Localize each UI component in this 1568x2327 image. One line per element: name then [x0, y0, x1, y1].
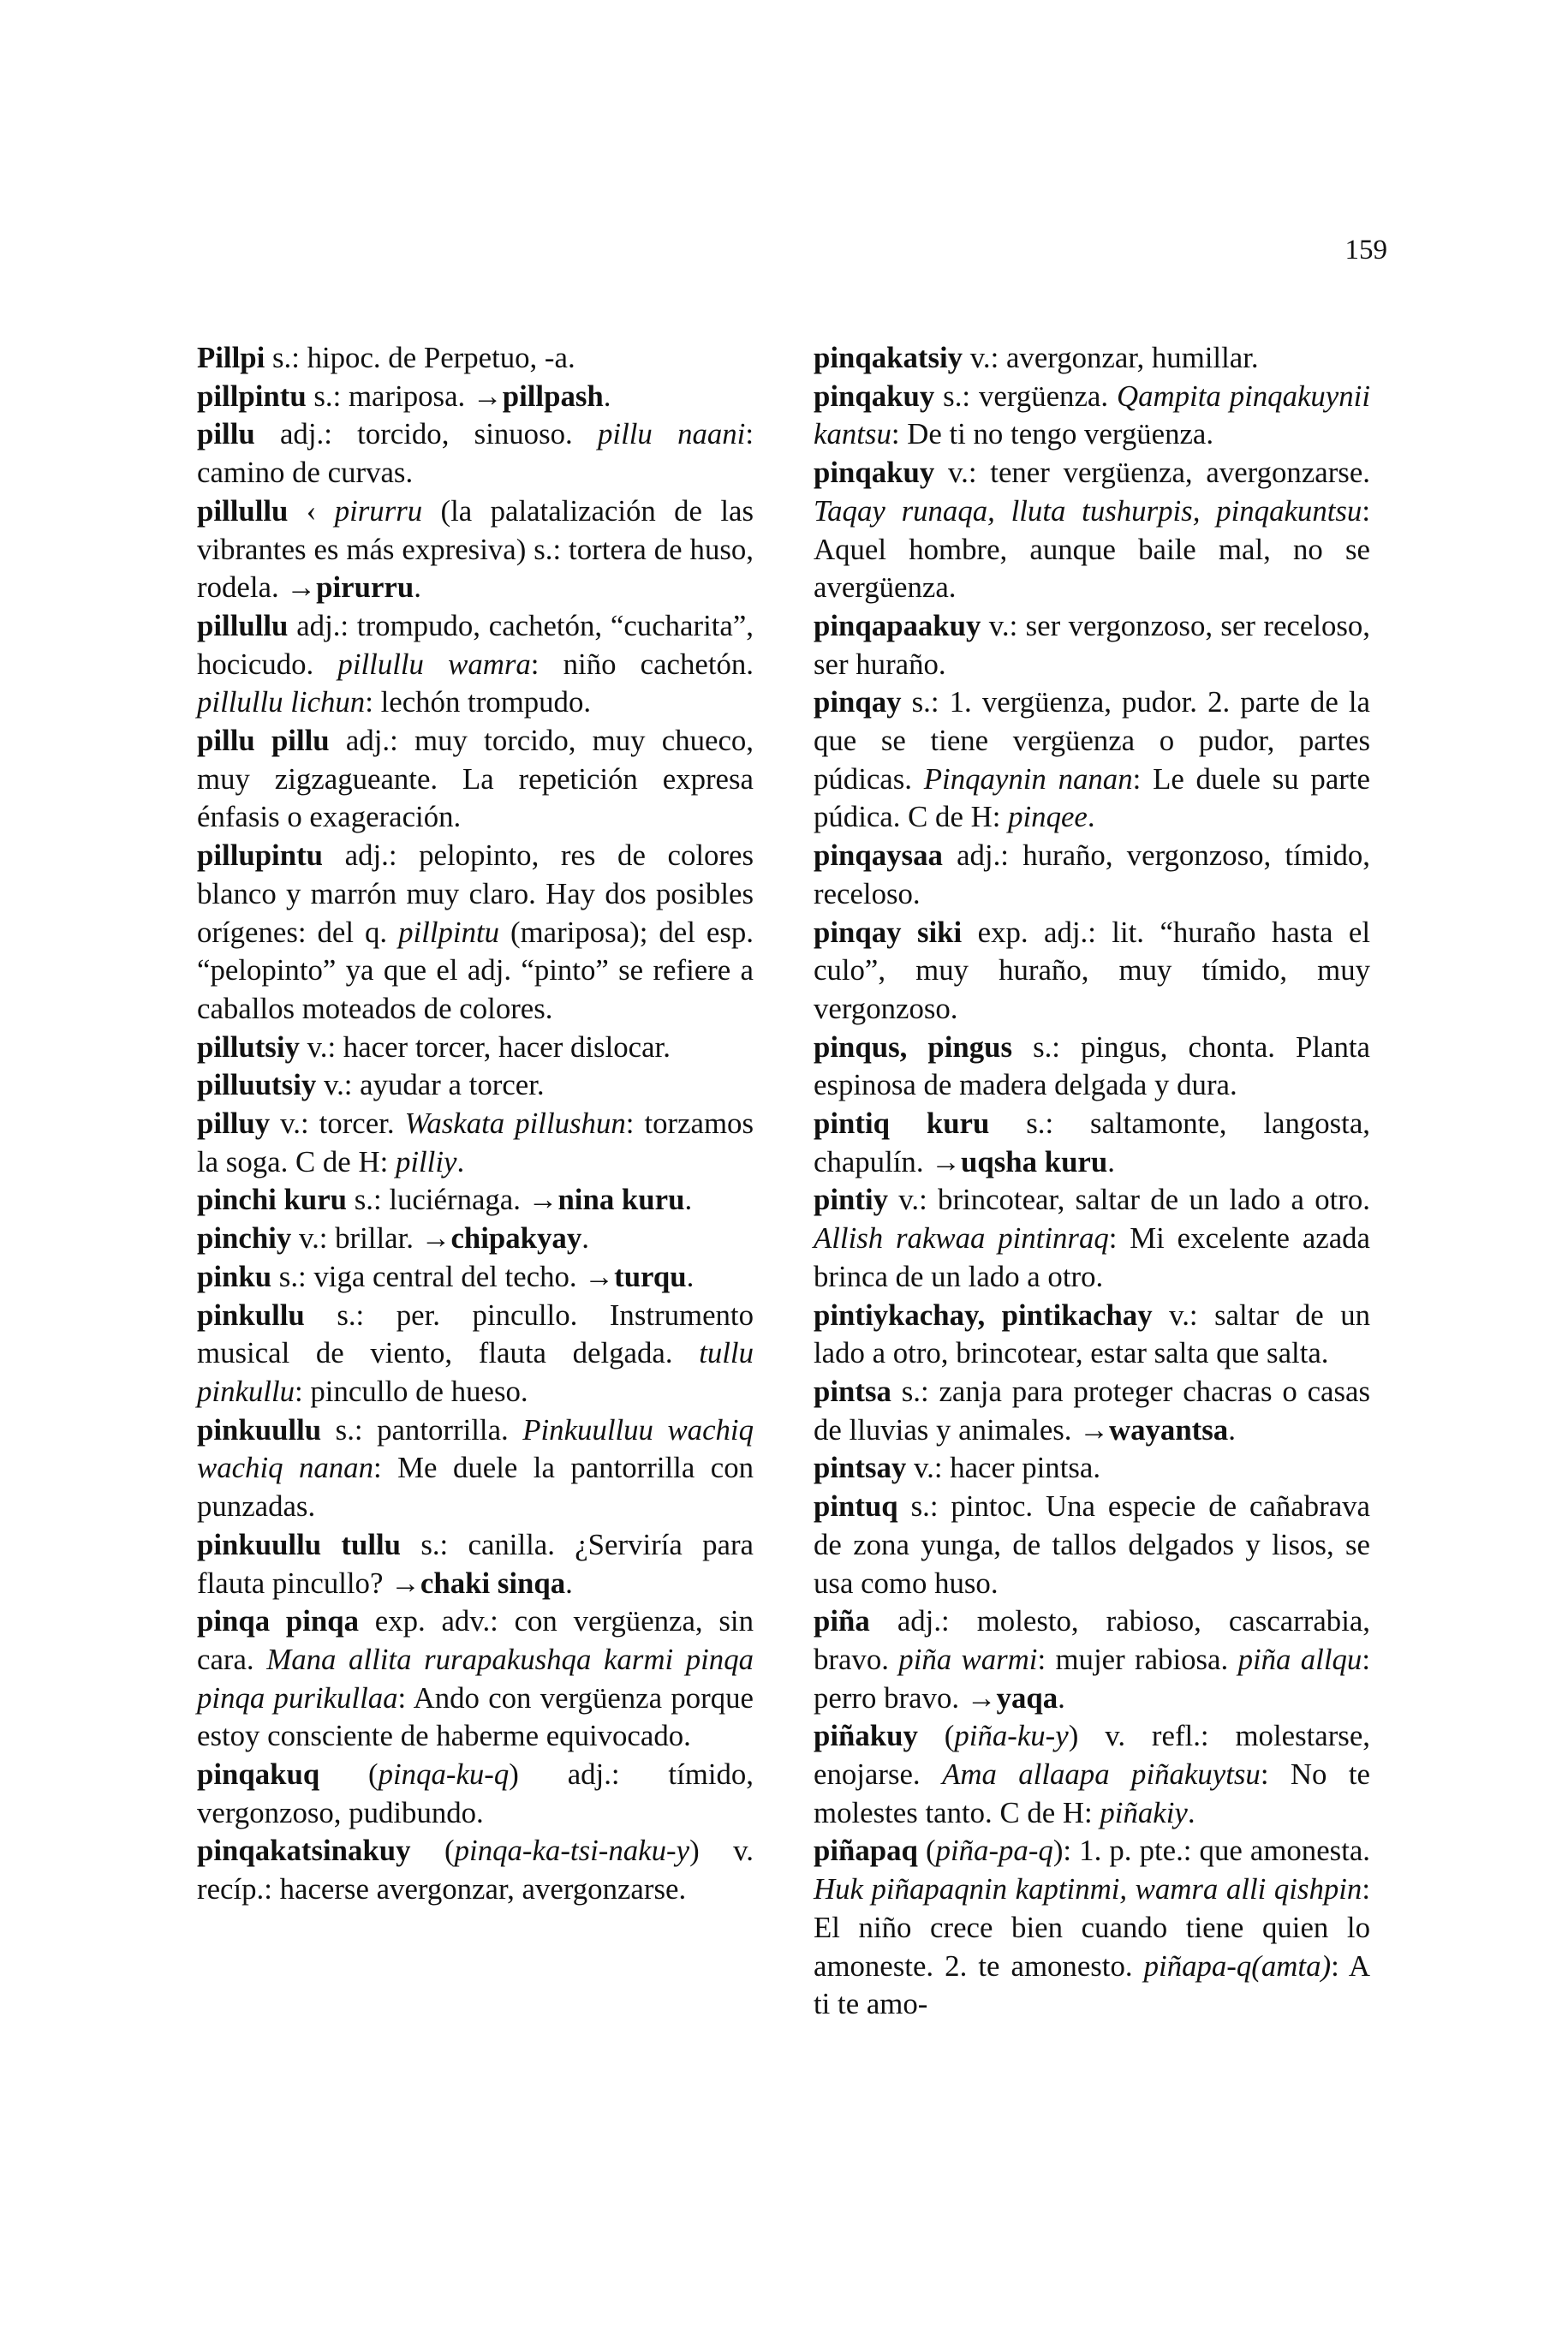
entry-example: piña-pa-q: [935, 1834, 1053, 1868]
dictionary-entry: [197, 1258, 754, 1297]
dictionary-entry: [814, 1373, 1370, 1449]
entry-text: s.: pantorrilla.: [321, 1412, 523, 1447]
entry-example: pirurru: [334, 493, 423, 528]
entry-example: pinqee: [1008, 800, 1088, 834]
entry-headword: pinqakuy: [814, 379, 935, 413]
entry-headword: pinkuullu tullu: [197, 1527, 402, 1561]
entry-headword: pinqakatsinakuy: [197, 1834, 411, 1868]
entry-example: piñapa-q(amta): [1143, 1948, 1332, 1983]
entry-text: (la palatalización de las vibrantes es más expresiva) s.: tortera de huso, rodela. →: [197, 493, 754, 605]
entry-text: .: [1058, 1680, 1065, 1715]
entry-text: (: [917, 1834, 936, 1868]
entry-cross-reference: chaki sinqa: [420, 1566, 566, 1600]
entry-text: : El niño crece bien cuando tiene quien lo amoneste. 2. te amonesto.: [814, 1872, 1370, 1983]
dictionary-entry: [814, 339, 1370, 378]
dictionary-entry: [814, 1029, 1370, 1105]
entry-text: : niño cachetón.: [530, 647, 754, 681]
entry-example: Mana allita rurapakushqa karmi pinqa pinqa purikullaa: [197, 1642, 754, 1715]
dictionary-entry: [814, 1717, 1370, 1832]
entry-headword: pillu: [197, 417, 255, 451]
entry-example: Taqay runaqa, lluta tushurpis, pinqakuntsu: [814, 493, 1362, 528]
entry-headword: pillupintu: [197, 838, 324, 873]
entry-headword: pintiykachay, pintikachay: [814, 1298, 1153, 1332]
entry-text: : mujer rabiosa.: [1037, 1642, 1238, 1676]
entry-text: (mariposa); del esp. “pelopinto” ya que el adj. “pinto” se refiere a caballos moteados de colores.: [197, 915, 754, 1025]
entry-example: piña-ku-y: [954, 1719, 1069, 1753]
entry-headword: pilluy: [197, 1107, 271, 1141]
entry-example: Waskata pillushun: [404, 1107, 626, 1141]
entry-text: v.: brincotear, saltar de un lado a otro.: [888, 1183, 1370, 1217]
entry-example: pillu naani: [598, 417, 746, 451]
entry-example: piña allqu: [1237, 1642, 1362, 1676]
entry-text: .: [456, 1144, 465, 1178]
entry-text: s.: hipoc. de Perpetuo, -a.: [265, 341, 575, 374]
entry-text: : lechón trompudo.: [365, 685, 592, 719]
entry-example: pillpintu: [398, 915, 500, 949]
entry-cross-reference: pirurru: [316, 570, 414, 605]
entry-text: s.: viga central del techo. →: [271, 1259, 615, 1293]
dictionary-entry: [197, 1181, 754, 1220]
entry-example: pinqa-ku-q: [378, 1757, 510, 1792]
dictionary-entry: [814, 914, 1370, 1029]
entry-text: .: [565, 1566, 573, 1600]
entry-text: adj.: muy torcido, muy chueco, muy zigzagueante. La repetición expresa énfasis o exageración.: [197, 724, 754, 834]
entry-text: ) adj.: tímido, vergonzoso, pudibundo.: [197, 1757, 754, 1829]
entry-headword: pinqus, pingus: [814, 1029, 1013, 1064]
entry-text: adj.: molesto, rabioso, cascarrabia, bravo.: [814, 1604, 1370, 1676]
dictionary-entry: [814, 454, 1370, 607]
dictionary-entry: [814, 837, 1370, 913]
entry-headword: pintiq kuru: [814, 1107, 990, 1141]
entry-headword: pinku: [197, 1259, 272, 1293]
entry-headword: pillu pillu: [197, 724, 330, 758]
dictionary-entry: [814, 1832, 1370, 2024]
entry-example: pinqa-ka-tsi-naku-y: [454, 1834, 690, 1868]
entry-example: tullu pinkullu: [197, 1336, 754, 1408]
dictionary-entry: [197, 415, 754, 492]
entry-example: Allish rakwaa pintinraq: [814, 1221, 1109, 1256]
entry-text: v.: hacer pintsa.: [906, 1451, 1101, 1485]
dictionary-entry: [197, 1066, 754, 1105]
entry-text: v.: hacer torcer, hacer dislocar.: [299, 1029, 671, 1064]
entry-text: : perro bravo. →: [814, 1642, 1370, 1715]
entry-example: Pinqaynin nanan: [923, 761, 1133, 796]
entry-text: exp. adv.: con vergüenza, sin cara.: [197, 1604, 754, 1676]
entry-text: : Ando con vergüenza porque estoy consciente de haberme equivocado.: [197, 1680, 754, 1753]
dictionary-entry: [197, 607, 754, 722]
entry-text: s.: mariposa. →: [306, 379, 503, 413]
entry-headword: pinqay siki: [814, 915, 963, 949]
dictionary-entry: [197, 1602, 754, 1756]
entry-text: v.: ser vergonzoso, ser receloso, ser huraño.: [814, 608, 1370, 681]
dictionary-entry: [814, 1181, 1370, 1296]
entry-text: v.: torcer.: [270, 1107, 405, 1141]
dictionary-entry: [814, 1449, 1370, 1488]
entry-headword: pillutsiy: [197, 1029, 300, 1064]
entry-headword: pinqaysaa: [814, 838, 943, 873]
entry-headword: piña: [814, 1604, 870, 1638]
entry-text: : Le duele su parte púdica. C de H:: [814, 761, 1370, 834]
entry-text: .: [581, 1221, 589, 1256]
entry-text: .: [1228, 1412, 1236, 1447]
entry-text: : Me duele la pantorrilla con punzadas.: [197, 1451, 754, 1524]
entry-example: pillullu wamra: [337, 647, 531, 681]
entry-text: ): 1. p. pte.: que amonesta.: [1052, 1834, 1371, 1868]
entry-text: : camino de curvas.: [197, 417, 754, 490]
entry-example: pilliy: [395, 1144, 457, 1178]
entry-headword: pinqakuq: [197, 1757, 320, 1792]
entry-text: (: [410, 1834, 455, 1868]
entry-text: s.: per. pincullo. Instrumento musical de viento, flauta delgada.: [197, 1298, 754, 1370]
left-column: [197, 339, 754, 1909]
entry-text: v.: saltar de un lado a otro, brincotear, estar salta que salta.: [814, 1298, 1371, 1370]
entry-headword: Pillpi: [197, 341, 265, 374]
entry-text: adj.: pelopinto, res de colores blanco y marrón muy claro. Hay dos posibles orígenes: del q.: [197, 838, 754, 949]
right-column: [814, 339, 1370, 2024]
entry-headword: piñakuy: [814, 1719, 918, 1753]
entry-example: Ama allaapa piñakuytsu: [942, 1757, 1261, 1792]
dictionary-entry: [197, 1832, 754, 1908]
entry-example: Huk piñapaqnin kaptinmi, wamra alli qishpin: [814, 1872, 1362, 1906]
entry-text: .: [686, 1259, 695, 1293]
dictionary-entry: [814, 607, 1370, 683]
entry-text: .: [684, 1183, 693, 1217]
dictionary-entry: [197, 1220, 754, 1258]
entry-text: s.: luciérnaga. →: [347, 1183, 558, 1217]
dictionary-entry: [197, 722, 754, 837]
entry-text: s.: saltamonte, langosta, chapulín. →: [814, 1107, 1370, 1178]
entry-text: s.: pingus, chonta. Planta espinosa de madera delgada y dura.: [814, 1029, 1371, 1102]
entry-headword: pinqapaakuy: [814, 608, 981, 642]
entry-text: ) v. recíp.: hacerse avergonzar, avergonzarse.: [197, 1834, 754, 1906]
entry-cross-reference: nina kuru: [557, 1183, 685, 1217]
entry-example: pillullu lichun: [197, 685, 366, 719]
entry-text: (: [319, 1757, 379, 1792]
entry-example: Pinkuulluu wachiq wachiq nanan: [197, 1412, 754, 1485]
entry-cross-reference: turqu: [614, 1259, 687, 1293]
entry-text: : De ti no tengo vergüenza.: [891, 417, 1214, 451]
entry-cross-reference: chipakyay: [450, 1221, 582, 1256]
entry-headword: pinchiy: [197, 1221, 292, 1256]
entry-text: s.: pintoc. Una especie de cañabrava de zona yunga, de tallos delgados y lisos, se usa como huso.: [814, 1489, 1370, 1600]
entry-cross-reference: uqsha kuru: [961, 1144, 1108, 1178]
entry-text: : Aquel hombre, aunque baile mal, no se avergüenza.: [814, 493, 1370, 605]
entry-text: ‹: [288, 493, 335, 528]
dictionary-entry: [814, 1602, 1370, 1717]
entry-text: s.: 1. vergüenza, pudor. 2. parte de la que se tiene vergüenza o pudor, partes púdicas.: [814, 685, 1370, 796]
entry-headword: pinkuullu: [197, 1412, 322, 1447]
entry-text: .: [603, 379, 611, 413]
entry-cross-reference: yaqa: [996, 1680, 1058, 1715]
entry-headword: piñapaq: [814, 1834, 918, 1868]
entry-headword: pinqakuy: [814, 456, 935, 490]
entry-headword: pintsay: [814, 1451, 907, 1485]
dictionary-entry: [814, 1488, 1370, 1602]
entry-example: Qampita pinqakuynii kantsu: [814, 379, 1370, 451]
dictionary-entry: [197, 1756, 754, 1832]
entry-cross-reference: wayantsa: [1109, 1412, 1229, 1447]
entry-text: : Mi excelente azada brinca de un lado a otro.: [814, 1221, 1370, 1293]
entry-text: .: [1187, 1795, 1195, 1829]
entry-headword: pillullu: [197, 608, 289, 642]
entry-text: s.: zanja para proteger chacras o casas de lluvias y animales. →: [814, 1374, 1370, 1447]
entry-cross-reference: pillpash: [502, 379, 604, 413]
dictionary-entry: [197, 1526, 754, 1602]
entry-text: v.: avergonzar, humillar.: [963, 341, 1259, 374]
entry-text: .: [414, 570, 421, 605]
entry-text: : No te molestes tanto. C de H:: [814, 1757, 1370, 1829]
dictionary-entry: [814, 683, 1370, 837]
entry-headword: pintuq: [814, 1489, 898, 1524]
entry-example: piñakiy: [1100, 1795, 1188, 1829]
entry-text: v.: brillar. →: [291, 1221, 451, 1256]
entry-text: v.: ayudar a torcer.: [316, 1068, 545, 1102]
dictionary-entry: [197, 1297, 754, 1411]
dictionary-entry: [197, 837, 754, 1029]
entry-headword: pilluutsiy: [197, 1068, 317, 1102]
entry-headword: pinqay: [814, 685, 902, 719]
entry-headword: pillullu: [197, 493, 289, 528]
dictionary-entry: [197, 378, 754, 416]
entry-headword: pinchi kuru: [197, 1183, 348, 1217]
page-number: 159: [1344, 235, 1387, 266]
entry-text: s.: canilla. ¿Serviría para flauta pincullo? →: [197, 1527, 754, 1600]
entry-text: exp. adj.: lit. “huraño hasta el culo”, muy huraño, muy tímido, muy vergonzoso.: [814, 915, 1370, 1025]
entry-text: ) v. refl.: molestarse, enojarse.: [814, 1719, 1370, 1792]
entry-text: v.: tener vergüenza, avergonzarse.: [934, 456, 1370, 490]
entry-text: adj.: trompudo, cachetón, “cucharita”, hocicudo.: [197, 608, 754, 681]
entry-text: : A ti te amo-: [814, 1948, 1371, 2021]
entry-headword: pinqakatsiy: [814, 341, 963, 374]
entry-headword: pintiy: [814, 1183, 889, 1217]
entry-headword: pinkullu: [197, 1298, 305, 1332]
entry-text: : torzamos la soga. C de H:: [197, 1107, 754, 1178]
dictionary-entry: [197, 1029, 754, 1067]
entry-text: .: [1087, 800, 1095, 834]
dictionary-entry: [197, 1105, 754, 1181]
dictionary-entry: [814, 1297, 1370, 1373]
dictionary-entry: [814, 1105, 1370, 1181]
entry-text: : pincullo de hueso.: [295, 1374, 528, 1408]
dictionary-entry: [814, 378, 1370, 454]
entry-headword: pinqa pinqa: [197, 1604, 360, 1638]
entry-headword: pillpintu: [197, 379, 307, 413]
entry-text: s.: vergüenza.: [934, 379, 1117, 413]
dictionary-entry: [197, 492, 754, 607]
entry-text: (: [917, 1719, 955, 1753]
dictionary-entry: [197, 339, 754, 378]
entry-text: adj.: huraño, vergonzoso, tímido, receloso.: [814, 838, 1370, 910]
entry-example: piña warmi: [898, 1642, 1038, 1676]
entry-text: .: [1107, 1144, 1115, 1178]
entry-headword: pintsa: [814, 1374, 891, 1408]
entry-text: adj.: torcido, sinuoso.: [254, 417, 598, 451]
dictionary-entry: [197, 1411, 754, 1526]
